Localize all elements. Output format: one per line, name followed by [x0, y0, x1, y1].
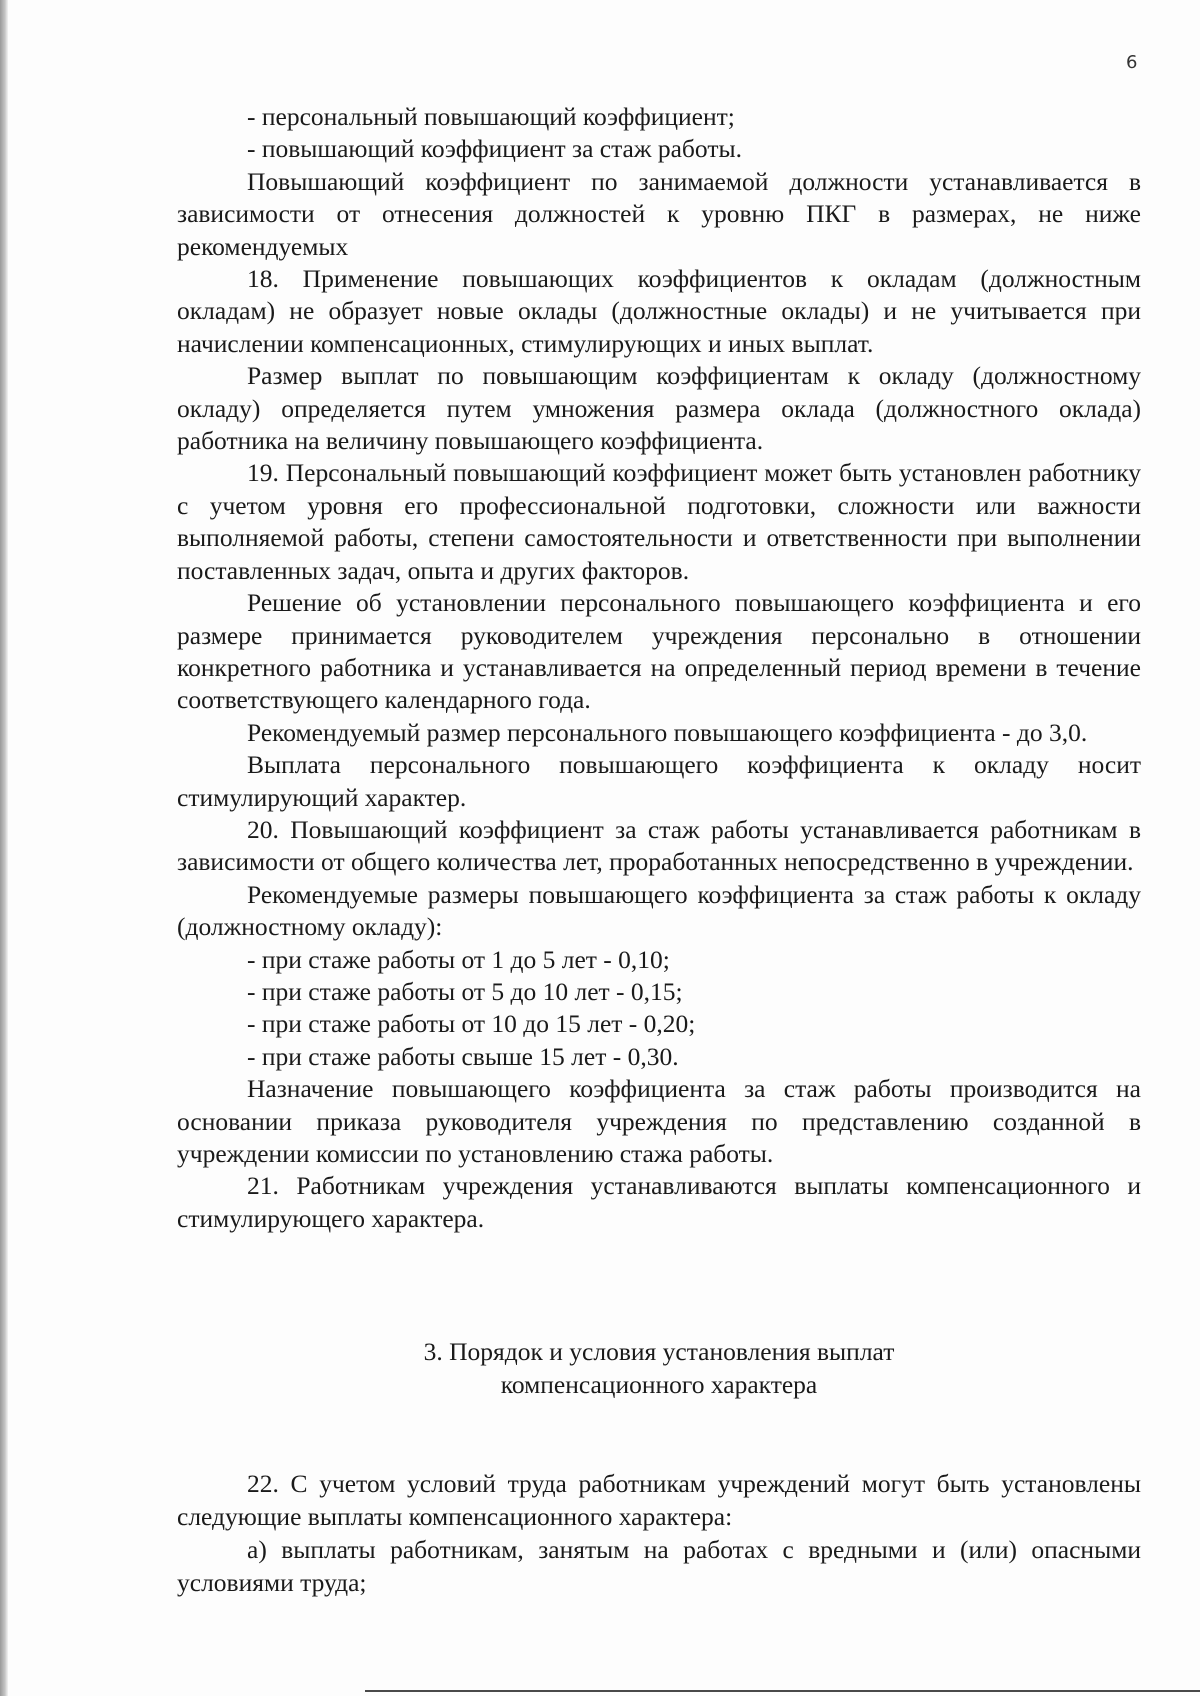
- paragraph: Рекомендуемый размер персонального повышающего коэффициента - до 3,0.: [247, 717, 1088, 747]
- paragraph: Повышающий коэффициент по занимаемой должности устанавливается в зависимости от отнесения должностей к уровню ПКГ в размерах, не ниже рекомендуемых: [177, 166, 1141, 261]
- paragraph: Решение об установлении персонального повышающего коэффициента и его размере принимается руководителем учреждения персонально в отношении конкретного работника и устанавливается на определенный период времени в течение соответствующего календарного года.: [177, 588, 1141, 715]
- list-item: - при стаже работы свыше 15 лет - 0,30.: [247, 1041, 679, 1071]
- list-item: а) выплаты работникам, занятым на работах с вредными и (или) опасными условиями труда;: [177, 1535, 1141, 1597]
- section-heading: [177, 1335, 1141, 1401]
- document-body-continued: [177, 1467, 1141, 1599]
- document-body: [177, 101, 1141, 1235]
- paragraph-item-21: 21. Работникам учреждения устанавливаются выплаты компенсационного и стимулирующего характера.: [177, 1171, 1141, 1233]
- paragraph: - персональный повышающий коэффициент;: [247, 102, 735, 131]
- paragraph: - повышающий коэффициент за стаж работы.: [247, 134, 742, 164]
- paragraph-item-18: 18. Применение повышающих коэффициентов к окладам (должностным окладам) не образует новые оклады (должностные оклады) и не учитывается при начислении компенсационных, стимулирующих и иных выплат.: [177, 264, 1141, 358]
- paragraph: Рекомендуемые размеры повышающего коэффициента за стаж работы к окладу (должностному окладу):: [177, 879, 1141, 942]
- paragraph: Размер выплат по повышающим коэффициентам к окладу (должностному окладу) определяется путем умножения размера оклада (должностного оклада) работника на величину повышающего коэффициента.: [177, 361, 1141, 456]
- page-number: 6: [1126, 52, 1138, 73]
- paragraph-item-22: 22. С учетом условий труда работникам учреждений могут быть установлены следующие выплаты компенсационного характера:: [177, 1469, 1141, 1531]
- scan-bottom-rule: [365, 1690, 1200, 1692]
- scan-left-edge: [0, 0, 8, 1696]
- paragraph: Выплата персонального повышающего коэффициента к окладу носит стимулирующий характер.: [177, 750, 1141, 812]
- paragraph: Назначение повышающего коэффициента за стаж работы производится на основании приказа руководителя учреждения по представлению созданной в учреждении комиссии по установлению стажа работы.: [177, 1074, 1141, 1168]
- list-item: - при стаже работы от 1 до 5 лет - 0,10;: [247, 944, 670, 974]
- list-item: - при стаже работы от 10 до 15 лет - 0,20;: [247, 1009, 696, 1039]
- paragraph-item-20: 20. Повышающий коэффициент за стаж работы устанавливается работникам в зависимости от общего количества лет, проработанных непосредственно в учреждении.: [177, 814, 1141, 877]
- section-heading-line-2: компенсационного характера: [500, 1370, 818, 1399]
- section-heading-line-1: 3. Порядок и условия установления выплат: [423, 1337, 895, 1366]
- paragraph-item-19: 19. Персональный повышающий коэффициент может быть установлен работнику с учетом уровня его профессиональной подготовки, сложности или важности выполняемой работы, степени самостоятельности и ответственности при выполнении поставленных задач, опыта и других факторов.: [177, 458, 1141, 585]
- list-item: - при стаже работы от 5 до 10 лет - 0,15;: [247, 976, 683, 1006]
